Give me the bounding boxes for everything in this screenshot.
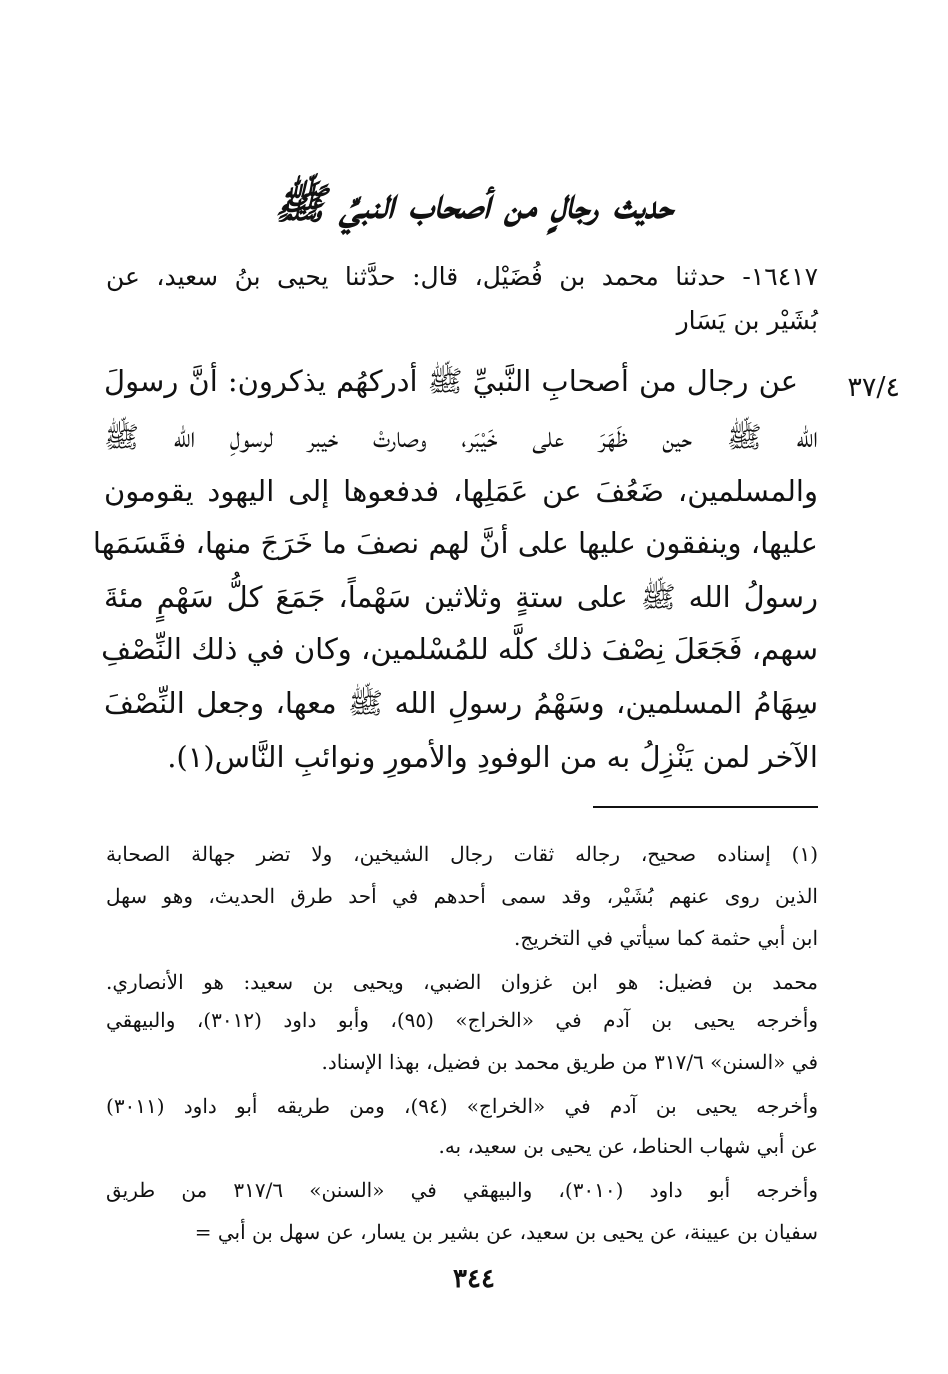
footnote-line-7: وأخرجه يحيى بن آدم في «الخراج» (٩٤)، ومن طريقه أبو داود (٣٠١١) (106, 1094, 818, 1118)
hadith-text-line-1: عن رجال من أصحابِ النَّبيِّ ﷺ أدركهُم يذكرون: أنَّ رسولَ (104, 364, 798, 398)
footnote-separator (593, 806, 818, 808)
footnote-line-1: (١) إسناده صحيح، رجاله ثقات رجال الشيخين، ولا تضر جهالة الصحابة (106, 842, 818, 866)
reference-label: ٣٧/٤ (847, 372, 900, 403)
hadith-text-line-4: عليها، وينفقون عليها على أنَّ لهم نصفَ ما خَرَجَ منها، فقَسَمَها (92, 526, 818, 560)
chapter-title: حديث رجالٍ من أصحاب النبيِّ ﷺ (274, 179, 674, 228)
footnote-line-8: عن أبي شهاب الحناط، عن يحيى بن سعيد، به. (438, 1134, 818, 1158)
hadith-text-line-3: والمسلمين، ضَعُفَ عن عَمَلِها، فدفعوها إلى اليهود يقومون (104, 474, 818, 508)
isnad-line-2: بُشَيْر بن يَسَار (676, 306, 818, 335)
hadith-text-line-8: الآخر لمن يَنْزِلُ به من الوفودِ والأمورِ ونوائبِ النَّاس(١). (167, 740, 818, 774)
footnote-line-9: وأخرجه أبو داود (٣٠١٠)، والبيهقي في «السنن» ٣١٧/٦ من طريق (106, 1178, 818, 1202)
hadith-text-line-2: الله ﷺ حين ظَهَرَ على خَيْبَر، وصارتْ خيبر لرسولِ الله ﷺ (104, 420, 818, 454)
hadith-text-line-5: رسولُ الله ﷺ على ستةٍ وثلاثين سَهْماً، جَمَعَ كلُّ سَهْمٍ مئةَ (104, 580, 818, 614)
footnote-line-4: محمد بن فضيل: هو ابن غزوان الضبي، ويحيى بن سعيد: هو الأنصاري. (106, 970, 818, 994)
hadith-text-line-7: سِهَامُ المسلمين، وسَهْمُ رسولِ الله ﷺ معها، وجعل النِّصْفَ (104, 686, 818, 720)
hadith-text-line-6: سهم، فَجَعَلَ نِصْفَ ذلك كلَّه للمُسْلمين، وكان في ذلك النِّصْفِ (101, 632, 818, 666)
footnote-line-5: وأخرجه يحيى بن آدم في «الخراج» (٩٥)، وأبو داود (٣٠١٢)، والبيهقي (106, 1008, 819, 1032)
footnote-line-3: ابن أبي حثمة كما سيأتي في التخريج. (514, 926, 818, 950)
page-number: ٣٤٤ (453, 1264, 495, 1294)
footnote-line-6: في «السنن» ٣١٧/٦ من طريق محمد بن فضيل، بهذا الإسناد. (321, 1050, 818, 1074)
isnad-line-1: ١٦٤١٧- حدثنا محمد بن فُضَيْل، قال: حدَّثنا يحيى بنُ سعيد، عن (106, 262, 818, 291)
footnote-line-2: الذين روى عنهم بُشَيْر، وقد سمى أحدهم في أحد طرق الحديث، وهو سهل (106, 884, 818, 908)
footnote-line-10: سفيان بن عيينة، عن يحيى بن سعيد، عن بشير بن يسار، عن سهل بن أبي = (194, 1220, 818, 1244)
